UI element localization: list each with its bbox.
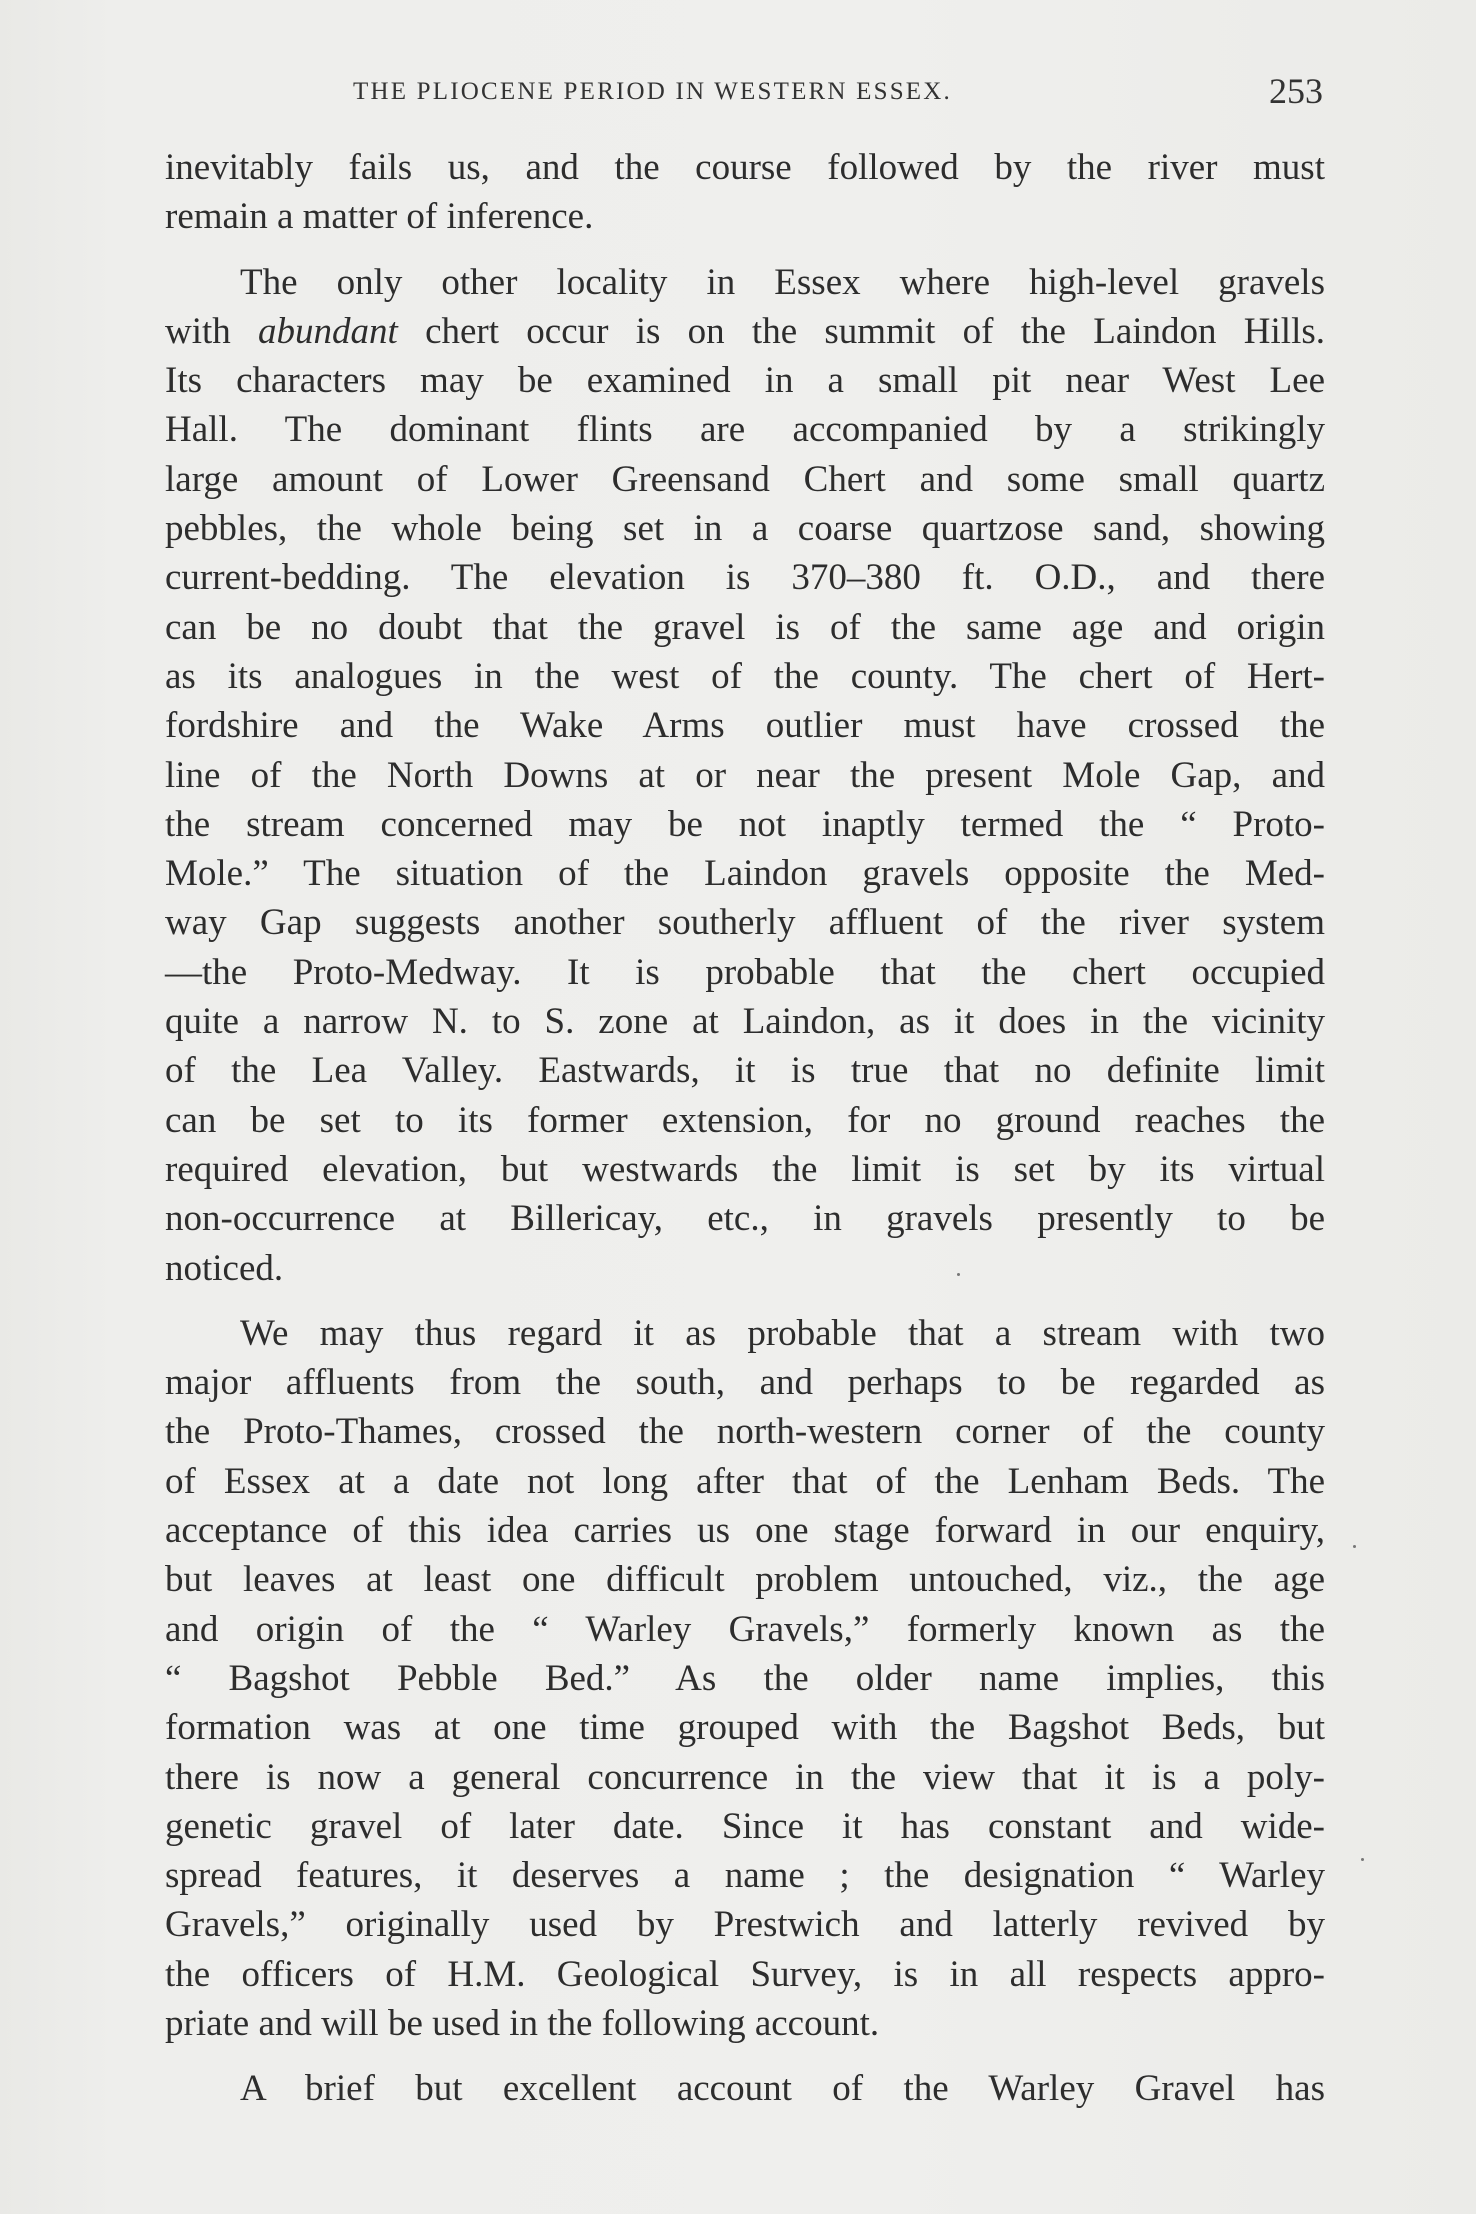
text-line: line of the North Downs at or near the present Mole Gap, and: [165, 754, 1325, 796]
text-line: of the Lea Valley. Eastwards, it is true that no definite limit: [165, 1050, 1325, 1092]
text-line: acceptance of this idea carries us one stage forward in our enquiry,: [165, 1510, 1325, 1552]
italic-word: abundant: [258, 310, 398, 352]
text-line: major affluents from the south, and perhaps to be regarded as: [165, 1362, 1325, 1404]
text-line: but leaves at least one difficult problem untouched, viz., the age: [165, 1559, 1325, 1601]
text-line: there is now a general concurrence in the view that it is a poly-: [165, 1756, 1325, 1798]
text-line: can be set to its former extension, for no ground reaches the: [165, 1099, 1325, 1141]
text-line: as its analogues in the west of the county. The chert of Hert-: [165, 655, 1325, 697]
text-line: and origin of the “ Warley Gravels,” formerly known as the: [165, 1608, 1325, 1650]
text-line: can be no doubt that the gravel is of the same age and origin: [165, 606, 1325, 648]
paper-speck: [957, 1273, 960, 1276]
text-line: the stream concerned may be not inaptly termed the “ Proto-: [165, 803, 1325, 845]
text-line: Hall. The dominant flints are accompanied by a strikingly: [165, 409, 1325, 451]
text-line: inevitably fails us, and the course followed by the river must: [165, 147, 1325, 188]
text-line: pebbles, the whole being set in a coarse quartzose sand, showing: [165, 508, 1325, 550]
text-line: large amount of Lower Greensand Chert and some small quartz: [165, 458, 1325, 500]
paragraph-gap: [165, 242, 1325, 258]
text-line: genetic gravel of later date. Since it has constant and wide-: [165, 1805, 1325, 1847]
text-line: Gravels,” originally used by Prestwich and latterly revived by: [165, 1904, 1325, 1946]
page-number: 253: [1269, 71, 1323, 111]
text-line: We may thus regard it as probable that a stream with two: [240, 1312, 1325, 1354]
paragraph-gap: [165, 1293, 1325, 1309]
text-line: remain a matter of inference.: [165, 196, 594, 238]
paragraph-gap: [165, 2048, 1325, 2064]
text-line: required elevation, but westwards the limit is set by its virtual: [165, 1148, 1325, 1190]
paper-speck: [1361, 1858, 1364, 1861]
text-line: noticed.: [165, 1247, 284, 1289]
text-line: of Essex at a date not long after that of the Lenham Beds. The: [165, 1460, 1325, 1502]
paper-speck: [1353, 1545, 1356, 1548]
text-line: the Proto-Thames, crossed the north-western corner of the county: [165, 1411, 1325, 1453]
text-line: The only other locality in Essex where high-level gravels: [240, 261, 1325, 303]
text-line: Its characters may be examined in a small pit near West Lee: [165, 360, 1325, 402]
text-line: —the Proto-Medway. It is probable that the chert occupied: [165, 951, 1325, 993]
text-line: A brief but excellent account of the Warley Gravel has: [240, 2068, 1325, 2110]
running-title: THE PLIOCENE PERIOD IN WESTERN ESSEX.: [353, 78, 952, 105]
text-line: fordshire and the Wake Arms outlier must have crossed the: [165, 705, 1325, 747]
text-line: with abundant chert occur is on the summit of the Laindon Hills.: [165, 310, 1326, 352]
text-line: spread features, it deserves a name ; the designation “ Warley: [165, 1855, 1325, 1897]
text-line: non-occurrence at Billericay, etc., in gravels presently to be: [165, 1198, 1325, 1240]
text-line: current-bedding. The elevation is 370–380 ft. O.D., and there: [165, 557, 1325, 599]
text-line: “ Bagshot Pebble Bed.” As the older name implies, this: [165, 1657, 1325, 1699]
text-line: the officers of H.M. Geological Survey, is in all respects appro-: [165, 1953, 1325, 1995]
text-line: priate and will be used in the following account.: [165, 2002, 880, 2044]
running-head: [163, 68, 1323, 118]
text-line: Mole.” The situation of the Laindon gravels opposite the Med-: [165, 853, 1325, 895]
text-line: formation was at one time grouped with the Bagshot Beds, but: [165, 1707, 1325, 1749]
text-line: quite a narrow N. to S. zone at Laindon, as it does in the vicinity: [165, 1001, 1325, 1043]
body-text: [165, 143, 1325, 2114]
text-line: way Gap suggests another southerly affluent of the river system: [165, 902, 1325, 944]
